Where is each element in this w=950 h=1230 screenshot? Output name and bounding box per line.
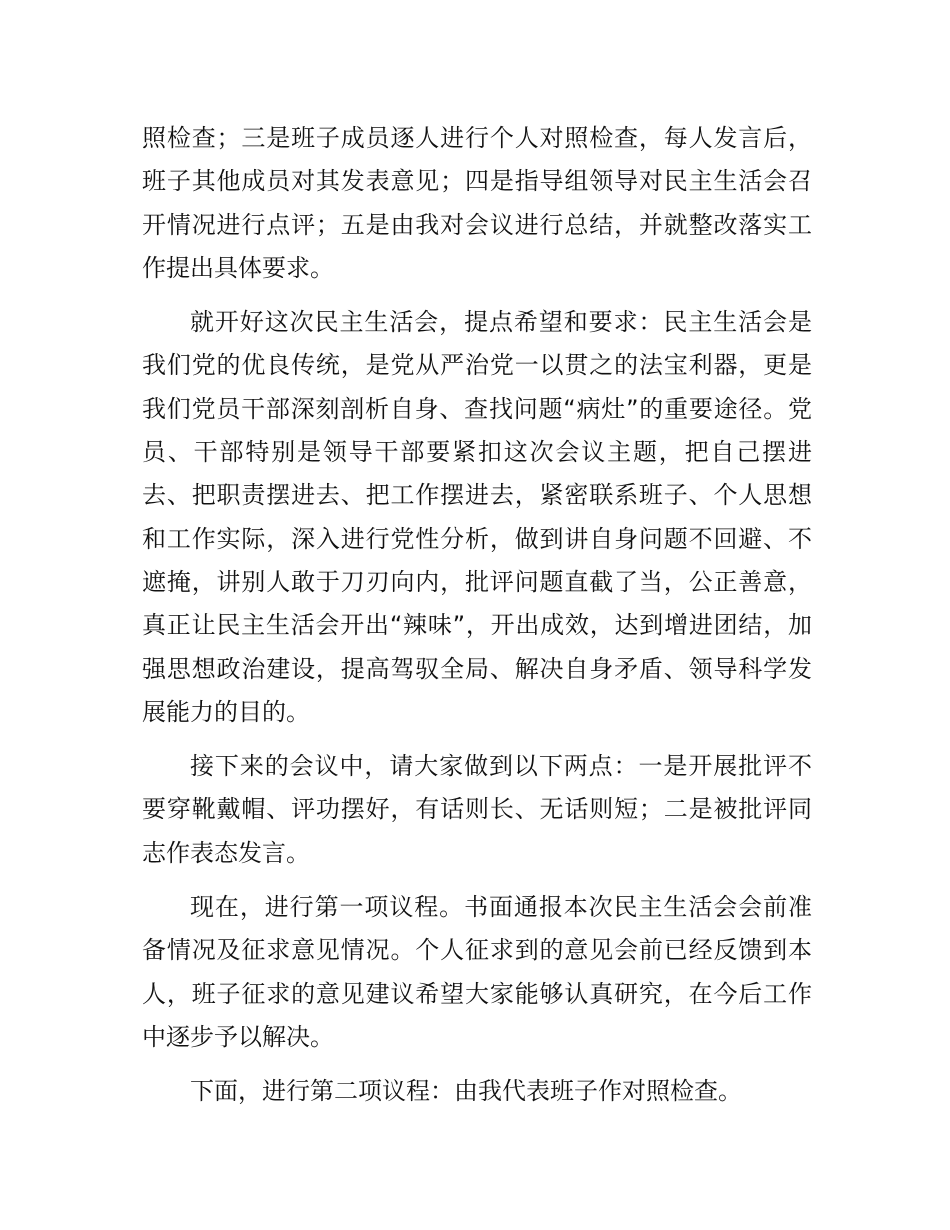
paragraph-agenda-two: 下面，进行第二项议程：由我代表班子作对照检查。 [190,1077,742,1106]
paragraph-agenda-one: 现在，进行第一项议程。书面通报本次民主生活会会前准备情况及征求意见情况。个人征求到的意见会前已经反馈到本人，班子征求的意见建议希望大家能够认真研究，在今后工作中逐步予以解决。 [142,893,812,1051]
paragraph-requirements: 就开好这次民主生活会，提点希望和要求：民主生活会是我们党的优良传统，是党从严治党一以贯之的法宝利器，更是我们党员干部深刻剖析自身、查找问题“病灶”的重要途径。党员、干部特别是领导干部要紧扣这次会议主题，把自己摆进去、把职责摆进去、把工作摆进去，紧密联系班子、个人思想和工作实际，深入进行党性分析，做到讲自身问题不回避、不遮掩，讲别人敢于刀刃向内，批评问题直截了当，公正善意，真正让民主生活会开出“辣味”，开出成效，达到增进团结，加强思想政治建设，提高驾驭全局、解决自身矛盾、领导科学发展能力的目的。 [142,308,812,726]
paragraph-two-points: 接下来的会议中，请大家做到以下两点：一是开展批评不要穿靴戴帽、评功摆好，有话则长、无话则短；二是被批评同志作表态发言。 [142,752,812,867]
document-body [142,117,812,1125]
paragraph-continued: 照检查；三是班子成员逐人进行个人对照检查，每人发言后，班子其他成员对其发表意见；四是指导组领导对民主生活会召开情况进行点评；五是由我对会议进行总结，并就整改落实工作提出具体要求。 [142,124,812,282]
